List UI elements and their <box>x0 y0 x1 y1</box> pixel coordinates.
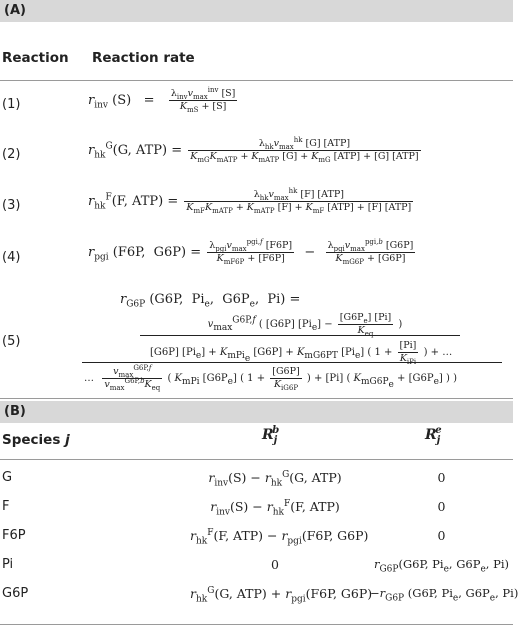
col-rb-header: $R_j^b$ <box>262 425 280 446</box>
fraction-bar <box>140 335 460 336</box>
col-species-header: Species j <box>2 432 70 448</box>
re-cell: 0 <box>437 528 446 543</box>
reaction-rate-4: $r_{pgi}$ (F6P, G6P) = $\frac{\lambda_{pgi}v_{max}^{pgi,f} [F6P]}{K_{mF6P} + [F6P]}$ − $\frac{\lambda_{pgi}v_{max}^{pgi,b} [G6P]}{K_{mG6P} + [G6P]}$ <box>88 237 414 266</box>
col-rate-header: Reaction rate <box>92 50 195 66</box>
rb-cell: $r_{inv}(S) - r_{hk}^F(F$, ATP) <box>210 498 340 518</box>
species-name: F6P <box>2 528 26 543</box>
divider <box>0 459 513 460</box>
reaction-rate-1: $r_{inv}$ (S) = $\frac{\lambda_{inv}v_{max}^{inv} [S]}{K_{mS} + [S]}$ <box>88 85 236 114</box>
reaction-rate-5-lhs: $r_{G6P}$ (G6P, $Pi_e$, $G6P_e$, Pi) = <box>120 292 301 310</box>
fraction-bar <box>82 362 502 363</box>
rb-cell: $r_{inv}(S) - r_{hk}^G(G$, ATP) <box>208 469 342 489</box>
re-cell: 0 <box>437 470 446 485</box>
section-a-label: (A) <box>4 3 26 18</box>
reaction-number: (4) <box>2 250 21 265</box>
reaction-number: (1) <box>2 97 21 112</box>
divider <box>0 398 513 399</box>
divider <box>0 624 513 625</box>
reaction-number: (3) <box>2 198 21 213</box>
section-b-label: (B) <box>4 404 26 419</box>
reaction-number: (5) <box>2 334 21 349</box>
re-cell: $r_{G6P}(G6P$, $Pi_e$, $G6P_e$, Pi) <box>373 557 510 575</box>
species-name: G <box>2 470 13 485</box>
reaction-rate-5-denominator-2: … $\frac{v_{max}^{G6P,f}}{v_{max}^{G6P,b}K_{eq}}$ ( $K_{mPi}$ $[G6P_e]$ ( 1 + $\frac{[G6P]}{K_{iG6P}}$ ) + [Pi] ( $K_{mG6P_e} + [G6P_e]$ ) ) <box>84 363 457 392</box>
species-name: G6P <box>2 586 29 601</box>
section-a-band <box>0 0 513 22</box>
reaction-rate-5-denominator-1: [G6P] $[Pi_e] + K_{mPi_e}$ $[G6P] + K_{mG6PT}$ $[Pi_e]$ ( 1 + $\frac{[Pi]}{K_{iPi}}$ ) + … <box>150 340 453 366</box>
re-cell: $-r_{G6P}$ (G6P, $Pi_e$, $G6P_e$, Pi) <box>370 586 518 604</box>
rb-cell: $r_{hk}^F(F$, $ATP) - r_{pgi}(F6P$, G6P) <box>190 527 369 547</box>
rb-cell: $r_{hk}^G(G$, $ATP) + r_{pgi}(F6P$, G6P) <box>190 585 373 605</box>
species-name: F <box>2 499 10 514</box>
divider <box>0 80 513 81</box>
reaction-rate-2: $r_{hk}^G(G$, ATP) = $\frac{\lambda_{hk}v_{max}^{hk} [G] [ATP]}{K_{mG}K_{mATP} + K_{mATP} [G] + K_{mG} [ATP] + [G] [ATP]}$ <box>88 135 419 164</box>
reaction-number: (2) <box>2 147 21 162</box>
reaction-rate-3: $r_{hk}^F(F$, ATP) = $\frac{\lambda_{hk}v_{max}^{hk} [F] [ATP]}{K_{mF}K_{mATP} + K_{mATP} [F] + K_{mF} [ATP] + [F] [ATP]}$ <box>88 186 412 215</box>
section-b-band <box>0 401 513 423</box>
re-cell: 0 <box>437 499 446 514</box>
col-reaction-header: Reaction <box>2 50 69 66</box>
species-name: Pi <box>2 557 14 572</box>
col-re-header: $R_j^e$ <box>425 425 442 446</box>
rb-cell: 0 <box>271 557 279 572</box>
reaction-rate-5-numerator: $v_{max}^{G6P,f}$ ( [G6P] $[Pi_e]$ − $\frac{[G6P_e] [Pi]}{K_{eq}}$ ) <box>207 312 403 338</box>
